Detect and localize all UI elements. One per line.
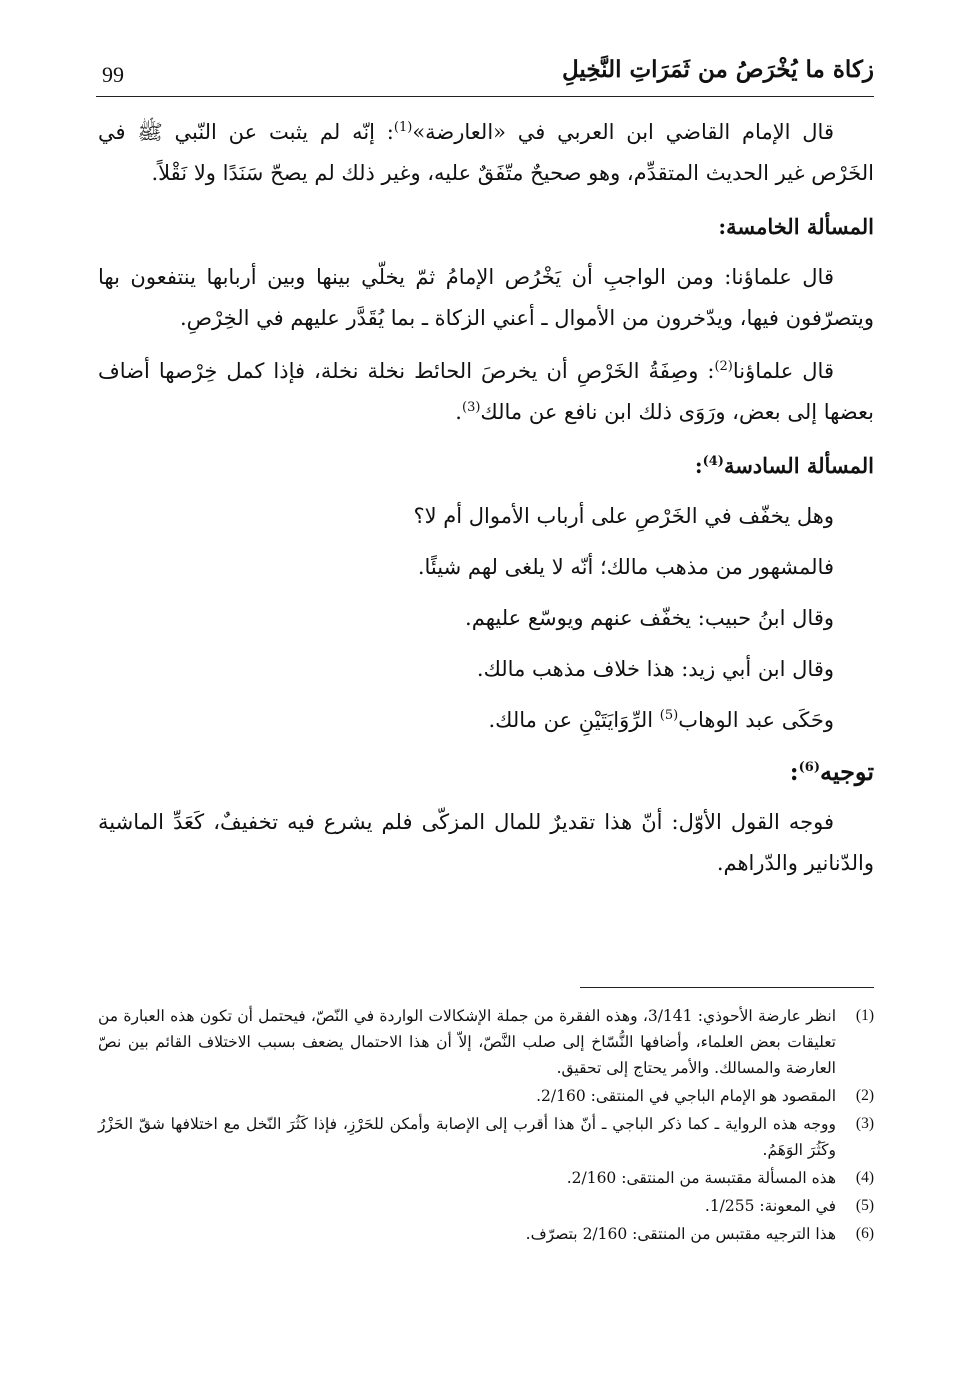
text-run: الرِّوَايَتَيْنِ عن مالك. [488,708,660,732]
opinion-line: فالمشهور من مذهب مالك؛ أنّه لا يلغى لهم شيئًا. [417,555,834,579]
paragraph-scholars-2 [98,351,874,433]
footnote-number: (2) [855,1087,874,1104]
footnote-item [98,1003,874,1081]
footnote-separator [580,987,874,988]
footnote-ref-1: (1) [393,120,413,135]
paragraph-scholars-1: قال علماؤنا: ومن الواجبِ أن يَخْرُص الإمامُ ثمّ يخلّي بينها وبين أربابها ينتفعون بها ويتصرّفون فيها، ويدّخرون من الأموال ـ أعني الزكاة ـ بما يُقَدَّر عليهم في الخِرْصِ. [98,265,874,330]
heading-sixth-issue [98,445,874,486]
footnote-text: انظر عارضة الأحوذي: 3/141، وهذه الفقرة من جملة الإشكالات الواردة في النّصّ، فيحتمل أن تكون هذه العبارة من تعليقات بعض العلماء، وأضافها النُّسّاخ إلى صلب النَّصّ، إلاّ أن هذا الاحتمال يضعف بسبب الاختلاف القائم بين نصّ العارضة والمسالك. والأمر يحتاج إلى تحقيق. [98,1007,837,1077]
opinion-line: وقال ابن أبي زيد: هذا خلاف مذهب مالك. [476,657,834,681]
footnote-number: (4) [855,1169,874,1186]
footnote-number: (1) [855,1007,874,1024]
text-run: : وصِفَةُ الخَرْصِ أن يخرصَ الحائط نخلة نخلة، فإذا كمل خِرْصها أضاف بعضها إلى بعض، ورَوَى ذلك ابن نافع عن مالك [98,359,874,424]
running-title: زكاة ما يُخْرَصُ من ثَمَرَاتِ النَّخِيلِ [561,56,874,83]
footnote-text: المقصود هو الإمام الباجي في المنتقى: 2/160. [536,1087,836,1105]
text-run: وحَكَى عبد الوهاب [678,708,834,732]
text-run: المسألة السادسة [723,453,874,478]
footnote-ref-6: (6) [798,760,820,775]
footnote-item [98,1193,874,1219]
footnote-text: هذا الترجيه مقتبس من المنتقى: 2/160 بتصرّف. [525,1225,836,1243]
footnote-ref-2: (2) [714,359,733,374]
footnote-ref-5: (5) [659,708,679,723]
heading-justification [98,751,874,792]
footnote-item [98,1165,874,1191]
text-run: . [455,400,462,424]
footnote-text: ووجه هذه الرواية ـ كما ذكر الباجي ـ أنّ هذا أقرب إلى الإصابة وأمكن للحَرْزِ، فإذا كَثُرَ النّخل مع اختلافها شقّ الحَزْرُ وكَثُرَ الوَهَمُ. [98,1115,837,1159]
footnotes [98,1003,874,1249]
question-line: وهل يخفّف في الخَرْصِ على أرباب الأموال أم لا؟ [413,504,834,528]
text-run: قال علماؤنا [732,359,834,383]
text-run: : [789,757,799,786]
footnote-number: (3) [855,1115,874,1132]
footnote-ref-4: (4) [702,454,724,469]
paragraph-first-opinion: فوجه القول الأوّل: أنّ هذا تقديرٌ للمال المزكّى فلم يشرع فيه تخفيفٌ، كَعَدِّ الماشية والدّنانير والدّراهم. [98,810,874,875]
text-run: : [694,453,703,478]
footnote-number: (5) [855,1197,874,1214]
main-text [98,112,874,896]
page-number: 99 [102,62,124,87]
footnote-ref-3: (3) [461,400,481,415]
footnote-text: هذه المسألة مقتبسة من المنتقى: 2/160. [566,1169,836,1187]
footnote-text: في المعونة: 1/255. [704,1197,836,1215]
footnote-number: (6) [855,1225,874,1242]
text-run: توجيه [819,757,874,786]
heading-fifth-issue: المسألة الخامسة: [718,214,874,239]
footnote-item [98,1221,874,1247]
opinion-line: وقال ابنُ حبيب: يخفّف عنهم ويوسّع عليهم. [465,606,834,630]
page-header [96,50,874,97]
text-run: : إنّه لم يثبت عن النّبي ﷺ في الخَرْص غير الحديث المتقدِّم، وهو صحيحٌ متّفَقٌ عليه، وغير ذلك لم يصحّ سَنَدًا ولا نَقْلاً. [98,120,874,185]
footnote-item [98,1083,874,1109]
footnote-item [98,1111,874,1163]
opinion-line [98,700,874,741]
paragraph-ibn-alarabi [98,112,874,194]
text-run: قال الإمام القاضي ابن العربي في «العارضة» [412,120,834,144]
